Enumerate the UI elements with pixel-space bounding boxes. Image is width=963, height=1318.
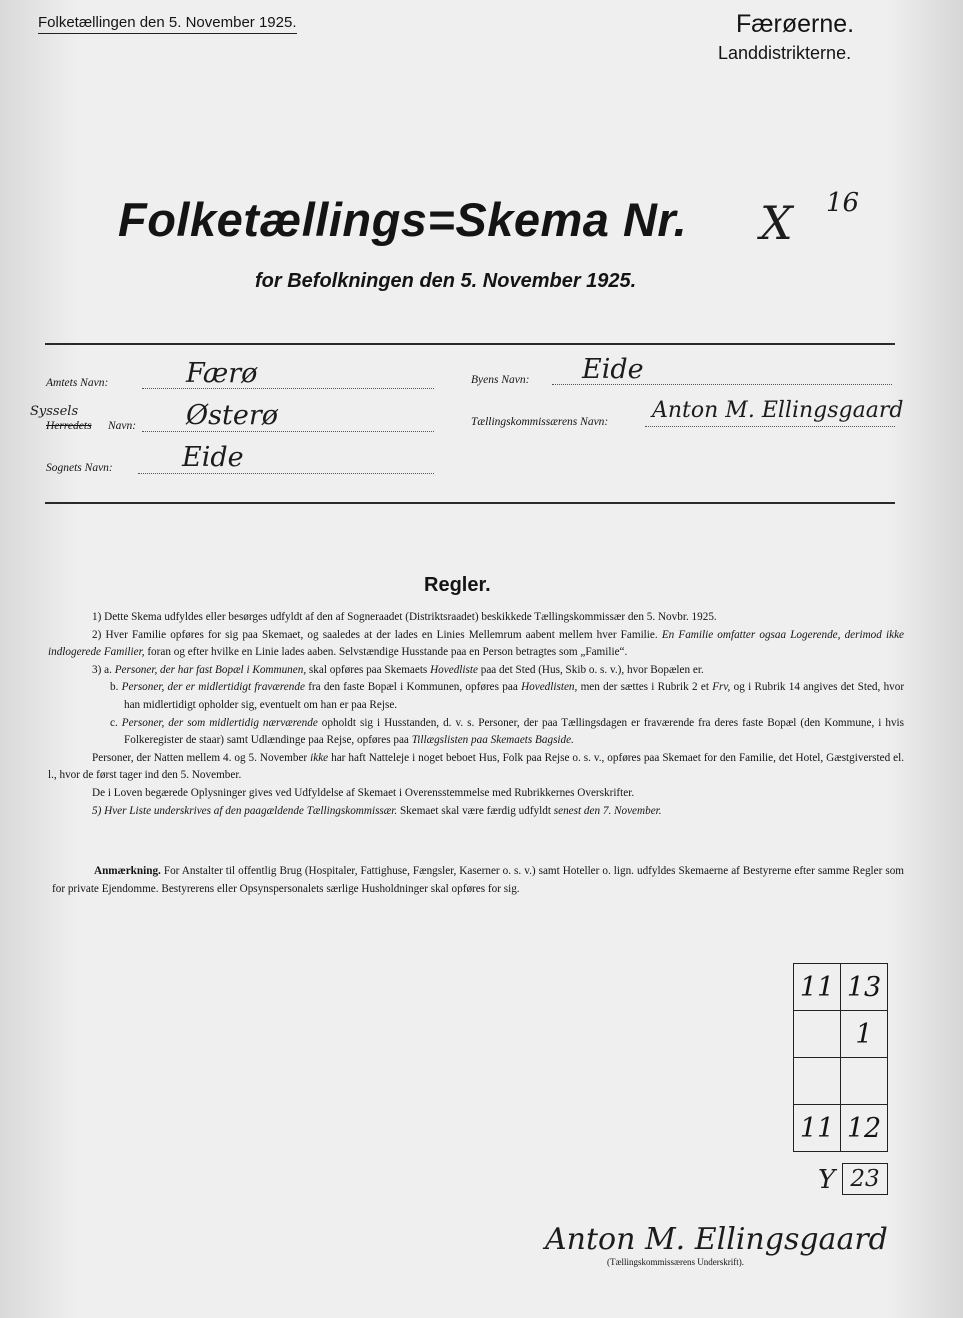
- form-title: Folketællings=Skema Nr.: [118, 193, 688, 246]
- herred-prefix: Syssels: [30, 404, 79, 419]
- herred-field-line: [142, 431, 434, 432]
- kommissaer-field-line: [645, 426, 895, 427]
- signature-caption: (Tællingskommissærens Underskrift).: [607, 1257, 744, 1267]
- kommissaer-value: Anton M. Ellingsgaard: [652, 398, 904, 423]
- tally-cell: 1: [841, 1011, 888, 1058]
- tally-cell: [841, 1058, 888, 1105]
- tally-cell: 11: [794, 964, 841, 1011]
- note-text: Anmærkning. For Anstalter til offentlig Brug (Hospitaler, Fattighuse, Fængsler, Kaserner o. s. v.) samt Hoteller o. lign. udfyldes Skemaerne af Bestyrerne efter samme Regler som for private Ejendomme. Bestyrerens eller Opsynspersonalets særlige Husholdninger skal opføres for sig.: [52, 865, 905, 895]
- tally-row: [794, 1058, 888, 1105]
- tally-row: [794, 964, 888, 1011]
- divider-bottom: [45, 502, 895, 504]
- rules-text: [48, 609, 904, 820]
- form-number-handwritten: 16: [826, 188, 860, 218]
- rule-3c: c. Personer, der som midlertidig nærværende opholdt sig i Husstanden, d. v. s. Personer, der paa Tællingsdagen er fraværende fra deres faste Bopæl (den Kommune, i hvis Folkeregister de staar) samt Udlændinge paa Rejse, opføres paa Tillægslisten paa Skemaets Bagside.: [110, 716, 905, 747]
- form-subtitle: for Befolkningen den 5. November 1925.: [255, 270, 637, 292]
- sogn-label: Sognets Navn:: [46, 462, 113, 474]
- rule-4: Personer, der Natten mellem 4. og 5. November ikke har haft Natteleje i noget beboet Hus, Folk paa Rejse o. s. v., opføres paa Skemaet for den Familie, det Hotel, Gæstgiversted el. l., hvor de først tager ind den 5. November.: [48, 751, 905, 782]
- sogn-field-line: [138, 473, 434, 474]
- amt-value: Færø: [186, 358, 258, 389]
- herred-value: Østerø: [186, 400, 278, 431]
- by-value: Eide: [582, 354, 644, 385]
- herred-struck-label: Herredets: [46, 420, 92, 432]
- tally-last-mark: Y: [818, 1165, 836, 1195]
- rule-2: 2) Hver Familie opføres for sig paa Skemaet, og saaledes at der lades en Linies Mellemrum aabent mellem hver Familie. En Familie omfatter ogsaa Logerende, derimod ikke indlogerede Familier, foran og efter hvilke en Linie lades aaben. Selvstændige Husstande paa en Person betragtes som „Familie“.: [48, 628, 905, 659]
- tally-grid: [793, 963, 888, 1152]
- divider-top: [45, 343, 895, 345]
- tally-total: 23: [842, 1163, 888, 1195]
- rule-6: 5) Hver Liste underskrives af den paagældende Tællingskommissær. Skemaet skal være færdig udfyldt senest den 7. November.: [92, 804, 662, 817]
- note-label: Anmærkning.: [94, 865, 161, 877]
- district-type-label: Landdistrikterne.: [718, 43, 852, 63]
- tally-cell: 11: [794, 1105, 841, 1152]
- amt-label: Amtets Navn:: [46, 377, 109, 389]
- tally-row: [794, 1011, 888, 1058]
- rule-1: 1) Dette Skema udfyldes eller besørges udfyldt af den af Sogneraadet (Distriktsraadet) beskikkede Tællingskommissær den 5. Novbr. 1925.: [92, 611, 717, 623]
- kommissaer-label: Tællingskommissærens Navn:: [471, 416, 609, 428]
- commissioner-signature: Anton M. Ellingsgaard: [545, 1222, 888, 1257]
- herred-label: Navn:: [108, 420, 137, 432]
- by-label: Byens Navn:: [471, 374, 530, 386]
- form-number-crossed: X: [760, 196, 793, 250]
- rule-3a: 3) a. Personer, der har fast Bopæl i Kommunen, skal opføres paa Skemaets Hovedliste paa det Sted (Hus, Skib o. s. v.), hvor Bopælen er.: [92, 663, 704, 676]
- tally-cell: [794, 1058, 841, 1105]
- region-label: Færøerne.: [736, 10, 855, 38]
- tally-cell: 12: [841, 1105, 888, 1152]
- census-date-header: Folketællingen den 5. November 1925.: [38, 14, 297, 34]
- rule-5: De i Loven begærede Oplysninger gives ved Udfyldelse af Skemaet i Overensstemmelse med Rubrikkernes Overskrifter.: [92, 786, 635, 799]
- tally-row: [794, 1105, 888, 1152]
- rules-title: Regler.: [424, 574, 491, 596]
- tally-cell: 13: [841, 964, 888, 1011]
- rule-3b: b. Personer, der er midlertidigt fraværende fra den faste Bopæl i Kommunen, opføres paa Hovedlisten, men der sættes i Rubrik 2 et Frv, og i Rubrik 14 angives det Sted, hvor han midlertidigt opholder sig, eventuelt om han er paa Rejse.: [110, 681, 905, 711]
- tally-cell: [794, 1011, 841, 1058]
- sogn-value: Eide: [182, 442, 244, 473]
